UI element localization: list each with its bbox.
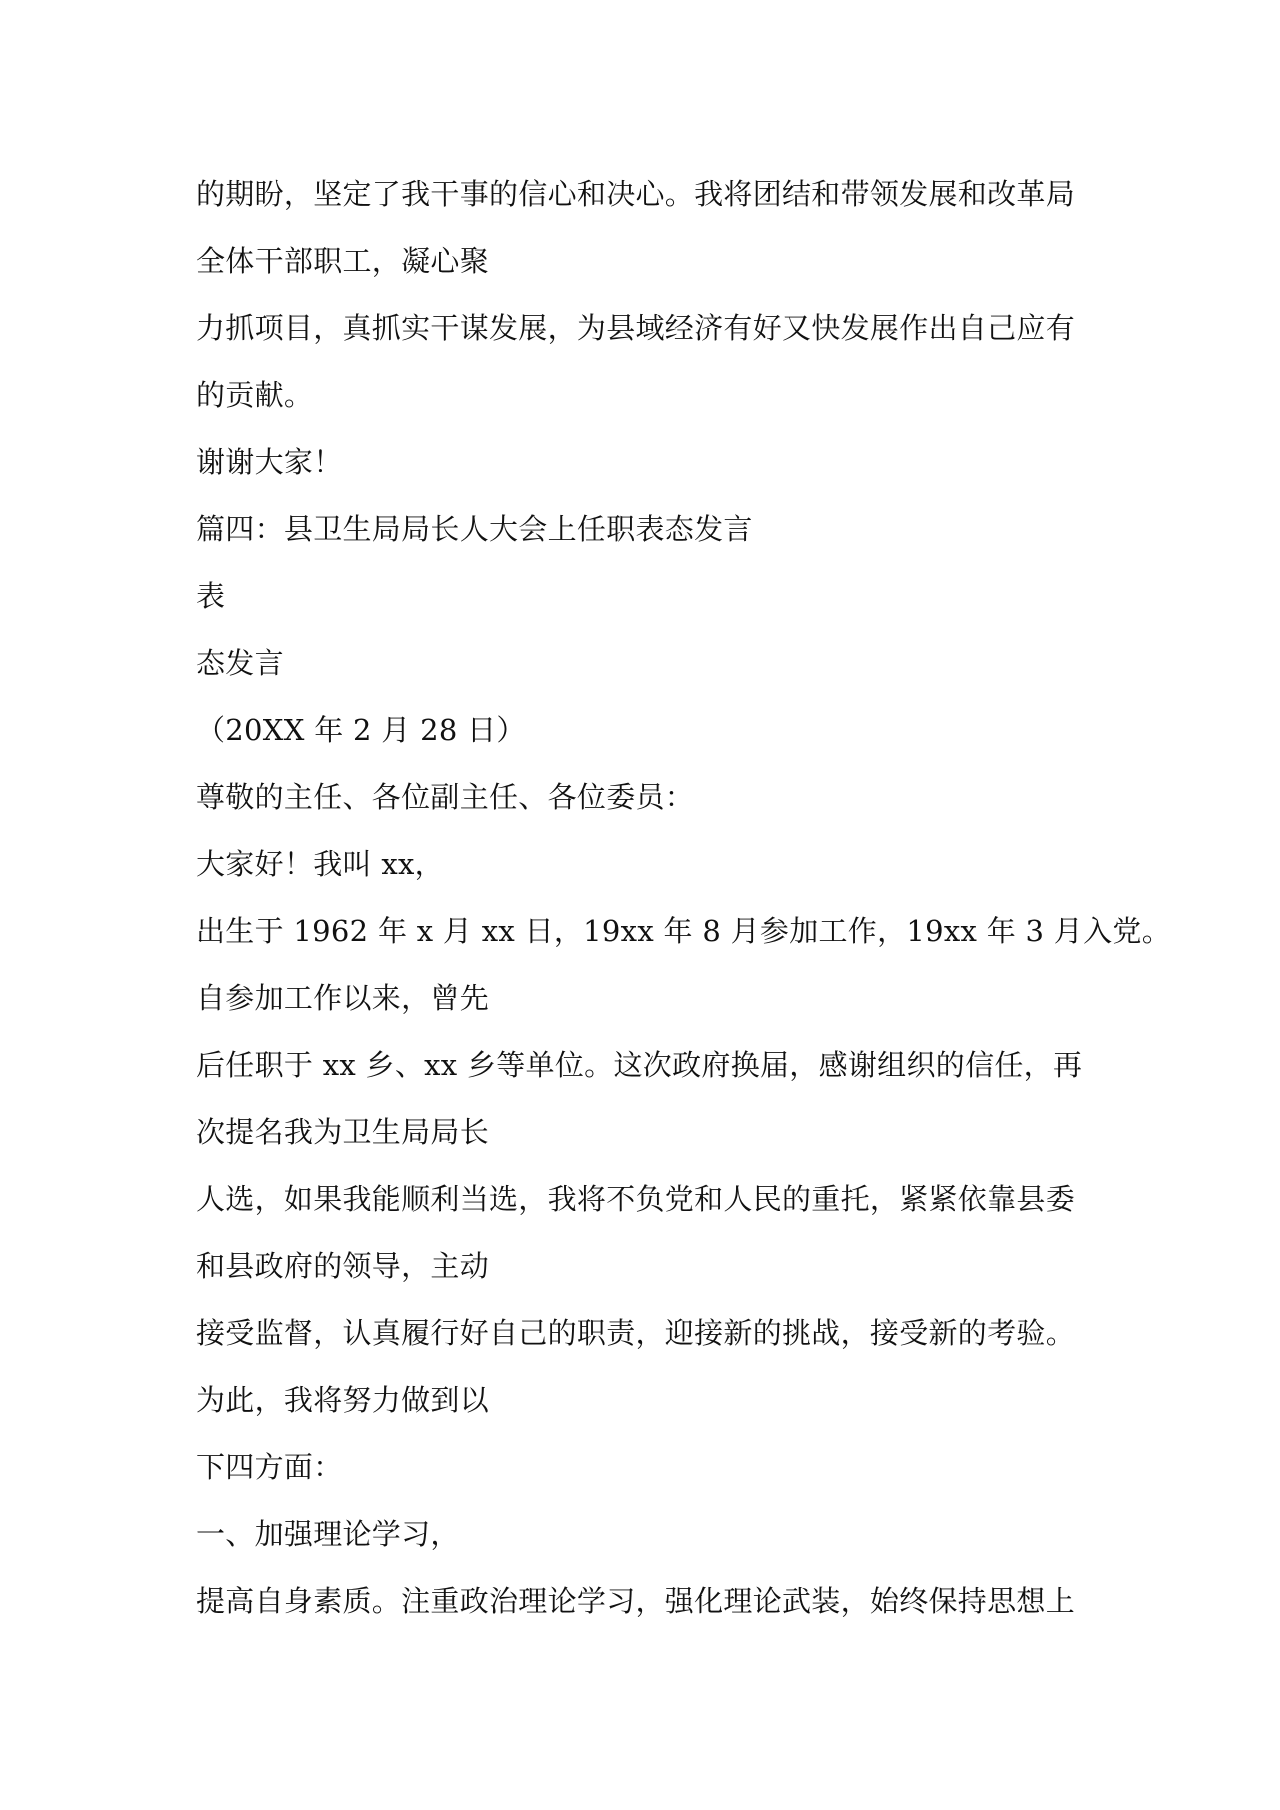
text-line: 态发言 [196,646,284,680]
list-heading: 一、加强理论学习， [196,1517,460,1551]
text-line: 大家好！我叫 xx， [196,847,444,881]
document-body [196,166,1172,1640]
text-line: 出生于 1962 年 x 月 xx 日，19xx 年 8 月参加工作，19xx 年 3 月入党。 [196,914,1172,948]
section-heading: 篇四：县卫生局局长人大会上任职表态发言 [196,512,753,546]
text-line: 力抓项目，真抓实干谋发展，为县域经济有好又快发展作出自己应有 [196,311,1076,345]
text-line: 提高自身素质。注重政治理论学习，强化理论武装，始终保持思想上 [196,1584,1076,1618]
text-line: 接受监督，认真履行好自己的职责，迎接新的挑战，接受新的考验。 [196,1316,1076,1350]
text-line: 自参加工作以来，曾先 [196,981,490,1015]
text-line: 的期盼，坚定了我干事的信心和决心。我将团结和带领发展和改革局 [196,177,1076,211]
closing-thanks: 谢谢大家！ [196,445,343,479]
text-line: 全体干部职工，凝心聚 [196,244,490,278]
text-line: 和县政府的领导，主动 [196,1249,490,1283]
text-line: 次提名我为卫生局局长 [196,1115,490,1149]
text-line: 下四方面： [196,1450,343,1484]
text-line: 的贡献。 [196,378,314,412]
speech-date: （20XX 年 2 月 28 日） [196,713,526,747]
text-line: 人选，如果我能顺利当选，我将不负党和人民的重托，紧紧依靠县委 [196,1182,1076,1216]
text-line: 为此，我将努力做到以 [196,1383,490,1417]
text-line: 后任职于 xx 乡、xx 乡等单位。这次政府换届，感谢组织的信任，再 [196,1048,1083,1082]
salutation: 尊敬的主任、各位副主任、各位委员： [196,780,695,814]
text-line: 表 [196,579,226,613]
